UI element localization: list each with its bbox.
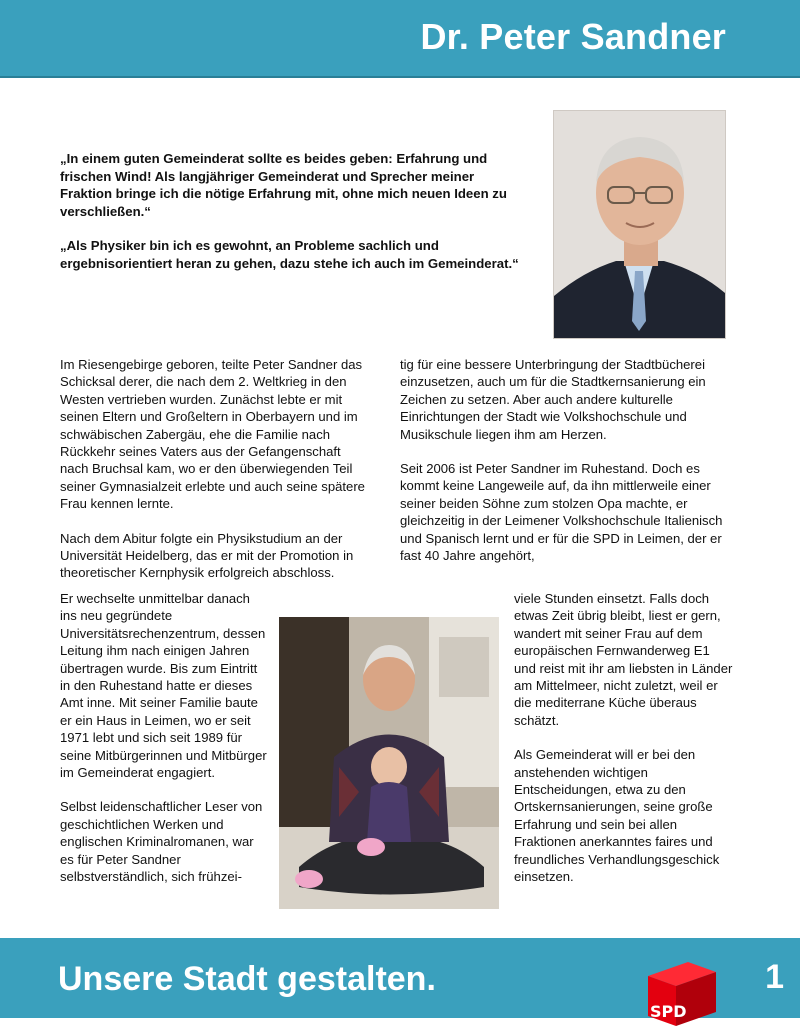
- header-band: [0, 0, 800, 78]
- left-column-narrow: [60, 590, 270, 886]
- family-photo: [279, 617, 499, 909]
- right-paragraph-2: Seit 2006 ist Peter Sandner im Ruhestand. Doch es kommt keine Langeweile auf, da ihn mittlerweile einer seiner beiden Söhne zum stolzen Opa machte, er gleichzeitig in der Leimener Volkshochschule Italienisch und Spanisch lernt und er für die SPD in Leimen, der er fast 40 Jahre angehört,: [400, 461, 723, 564]
- right-column: [400, 356, 736, 564]
- page-number: 1: [765, 958, 784, 996]
- left-column: [60, 356, 365, 582]
- family-illustration: [279, 617, 499, 909]
- right-column-narrow: [514, 590, 734, 886]
- quote-block: [60, 150, 525, 289]
- right-paragraph-3: Als Gemeinderat will er bei den anstehenden wichtigen Entscheidungen, etwa zu den Ortskernsanierungen, seine große Erfahrung und sein bei allen Fraktionen anerkanntes faires und freundliches Verhandlungsgeschick einsetzen.: [514, 747, 720, 885]
- right-paragraph-2-cont: viele Stunden einsetzt. Falls doch etwas Zeit übrig bleibt, liest er gern, wandert mit seiner Frau auf dem europäischen Fernwanderweg E1 und reist mit ihr am liebsten in Länder am Mittelmeer, nicht zuletzt, weil er die mediterrane Küche überaus schätzt.: [514, 591, 733, 728]
- slogan: Unsere Stadt gestalten.: [58, 960, 436, 998]
- left-paragraph-2: Nach dem Abitur folgte ein Physikstudium an der Universität Heidelberg, das er mit der Promotion in theoretischer Kernphysik erfolgreich abschloss.: [60, 530, 354, 581]
- right-paragraph-1: tig für eine bessere Unterbringung der Stadtbücherei einzusetzen, auch um für die Stadtkernsanierung ein Zeichen zu setzen. Aber auch andere kulturelle Einrichtungen der Stadt wie Volkshochschule und Musikschule liegen ihm am Herzen.: [400, 357, 706, 442]
- page-title: Dr. Peter Sandner: [420, 16, 726, 57]
- quote-2: „Als Physiker bin ich es gewohnt, an Probleme sachlich und ergebnisorientiert heran zu gehen, dazu stehe ich auch im Gemeinderat.“: [60, 238, 519, 271]
- portrait-photo: [553, 110, 726, 339]
- left-paragraph-1: Im Riesengebirge geboren, teilte Peter Sandner das Schicksal derer, die nach dem 2. Weltkrieg in den Westen vertrieben wurden. Zunächst lebte er mit seinen Eltern und Großeltern in Oberbayern und im schwäbischen Zabergäu, ehe die Familie nach Rückkehr seines Vaters aus der Gefangenschaft nach Bruchsal kam, wo er den überwiegenden Teil seiner Gymnasialzeit erlebte und auch seine spätere Frau kennen lernte.: [60, 357, 365, 512]
- portrait-illustration: [554, 111, 725, 338]
- spd-logo: [640, 958, 722, 1026]
- left-paragraph-2-cont: Er wechselte unmittelbar danach ins neu gegründete Universitätsrechenzentrum, dessen Leitung ihm nach einigen Jahren übertragen wurde. Bis zum Eintritt in den Ruhestand hatte er dieses Amt inne. Mit seiner Familie baute er ein Haus in Leimen, wo er seit 1971 lebt und sich seit 1989 für seine Mitbürgerinnen und Mitbürger im Gemeinderat engagiert.: [60, 591, 267, 781]
- left-paragraph-3: Selbst leidenschaftlicher Leser von geschichtlichen Werken und englischen Kriminalromanen, war es für Peter Sandner selbstverständlich, sich frühzei-: [60, 799, 263, 885]
- spd-logo-text: SPD: [650, 1002, 687, 1021]
- quote-1: „In einem guten Gemeinderat sollte es beides geben: Erfahrung und frischen Wind! Als langjähriger Gemeinderat und Sprecher meiner Fraktion bringe ich die nötige Erfahrung mit, ohne mich neuen Ideen zu verschließen.“: [60, 151, 507, 219]
